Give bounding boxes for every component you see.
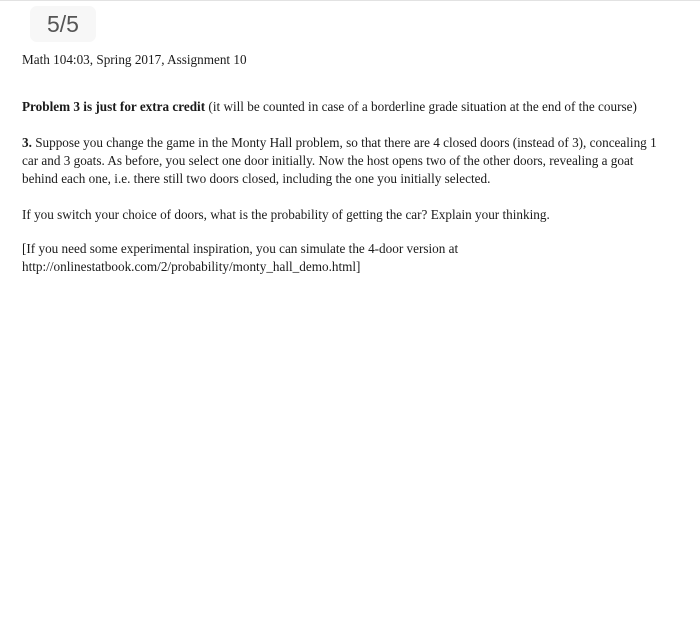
problem-text: Suppose you change the game in the Monty Hall problem, so that there are 4 closed doors (instead of 3), concealing 1 car and 3 goats. As before, you select one door initially. Now the host opens two of the other doors, revealing a goat behind each one, i.e. there still two doors closed, including the one you initially selected. <box>22 135 657 186</box>
extra-credit-bold: Problem 3 is just for extra credit <box>22 99 206 114</box>
problem-question: If you switch your choice of doors, what is the probability of getting the car? Explain your thinking. <box>22 207 550 222</box>
document-body <box>22 51 662 276</box>
top-divider <box>0 0 700 1</box>
simulation-link[interactable]: http://onlinestatbook.com/2/probability/monty_hall_demo.html] <box>22 259 361 274</box>
assignment-header: Math 104:03, Spring 2017, Assignment 10 <box>22 52 247 67</box>
hint-intro: [If you need some experimental inspiration, you can simulate the 4-door version at <box>22 241 459 256</box>
problem-statement <box>22 134 662 188</box>
hint-paragraph <box>22 240 662 276</box>
extra-credit-rest: (it will be counted in case of a borderline grade situation at the end of the course) <box>205 99 637 114</box>
page-indicator: 5/5 <box>30 6 96 42</box>
problem-number: 3. <box>22 135 32 150</box>
extra-credit-note <box>22 98 662 116</box>
